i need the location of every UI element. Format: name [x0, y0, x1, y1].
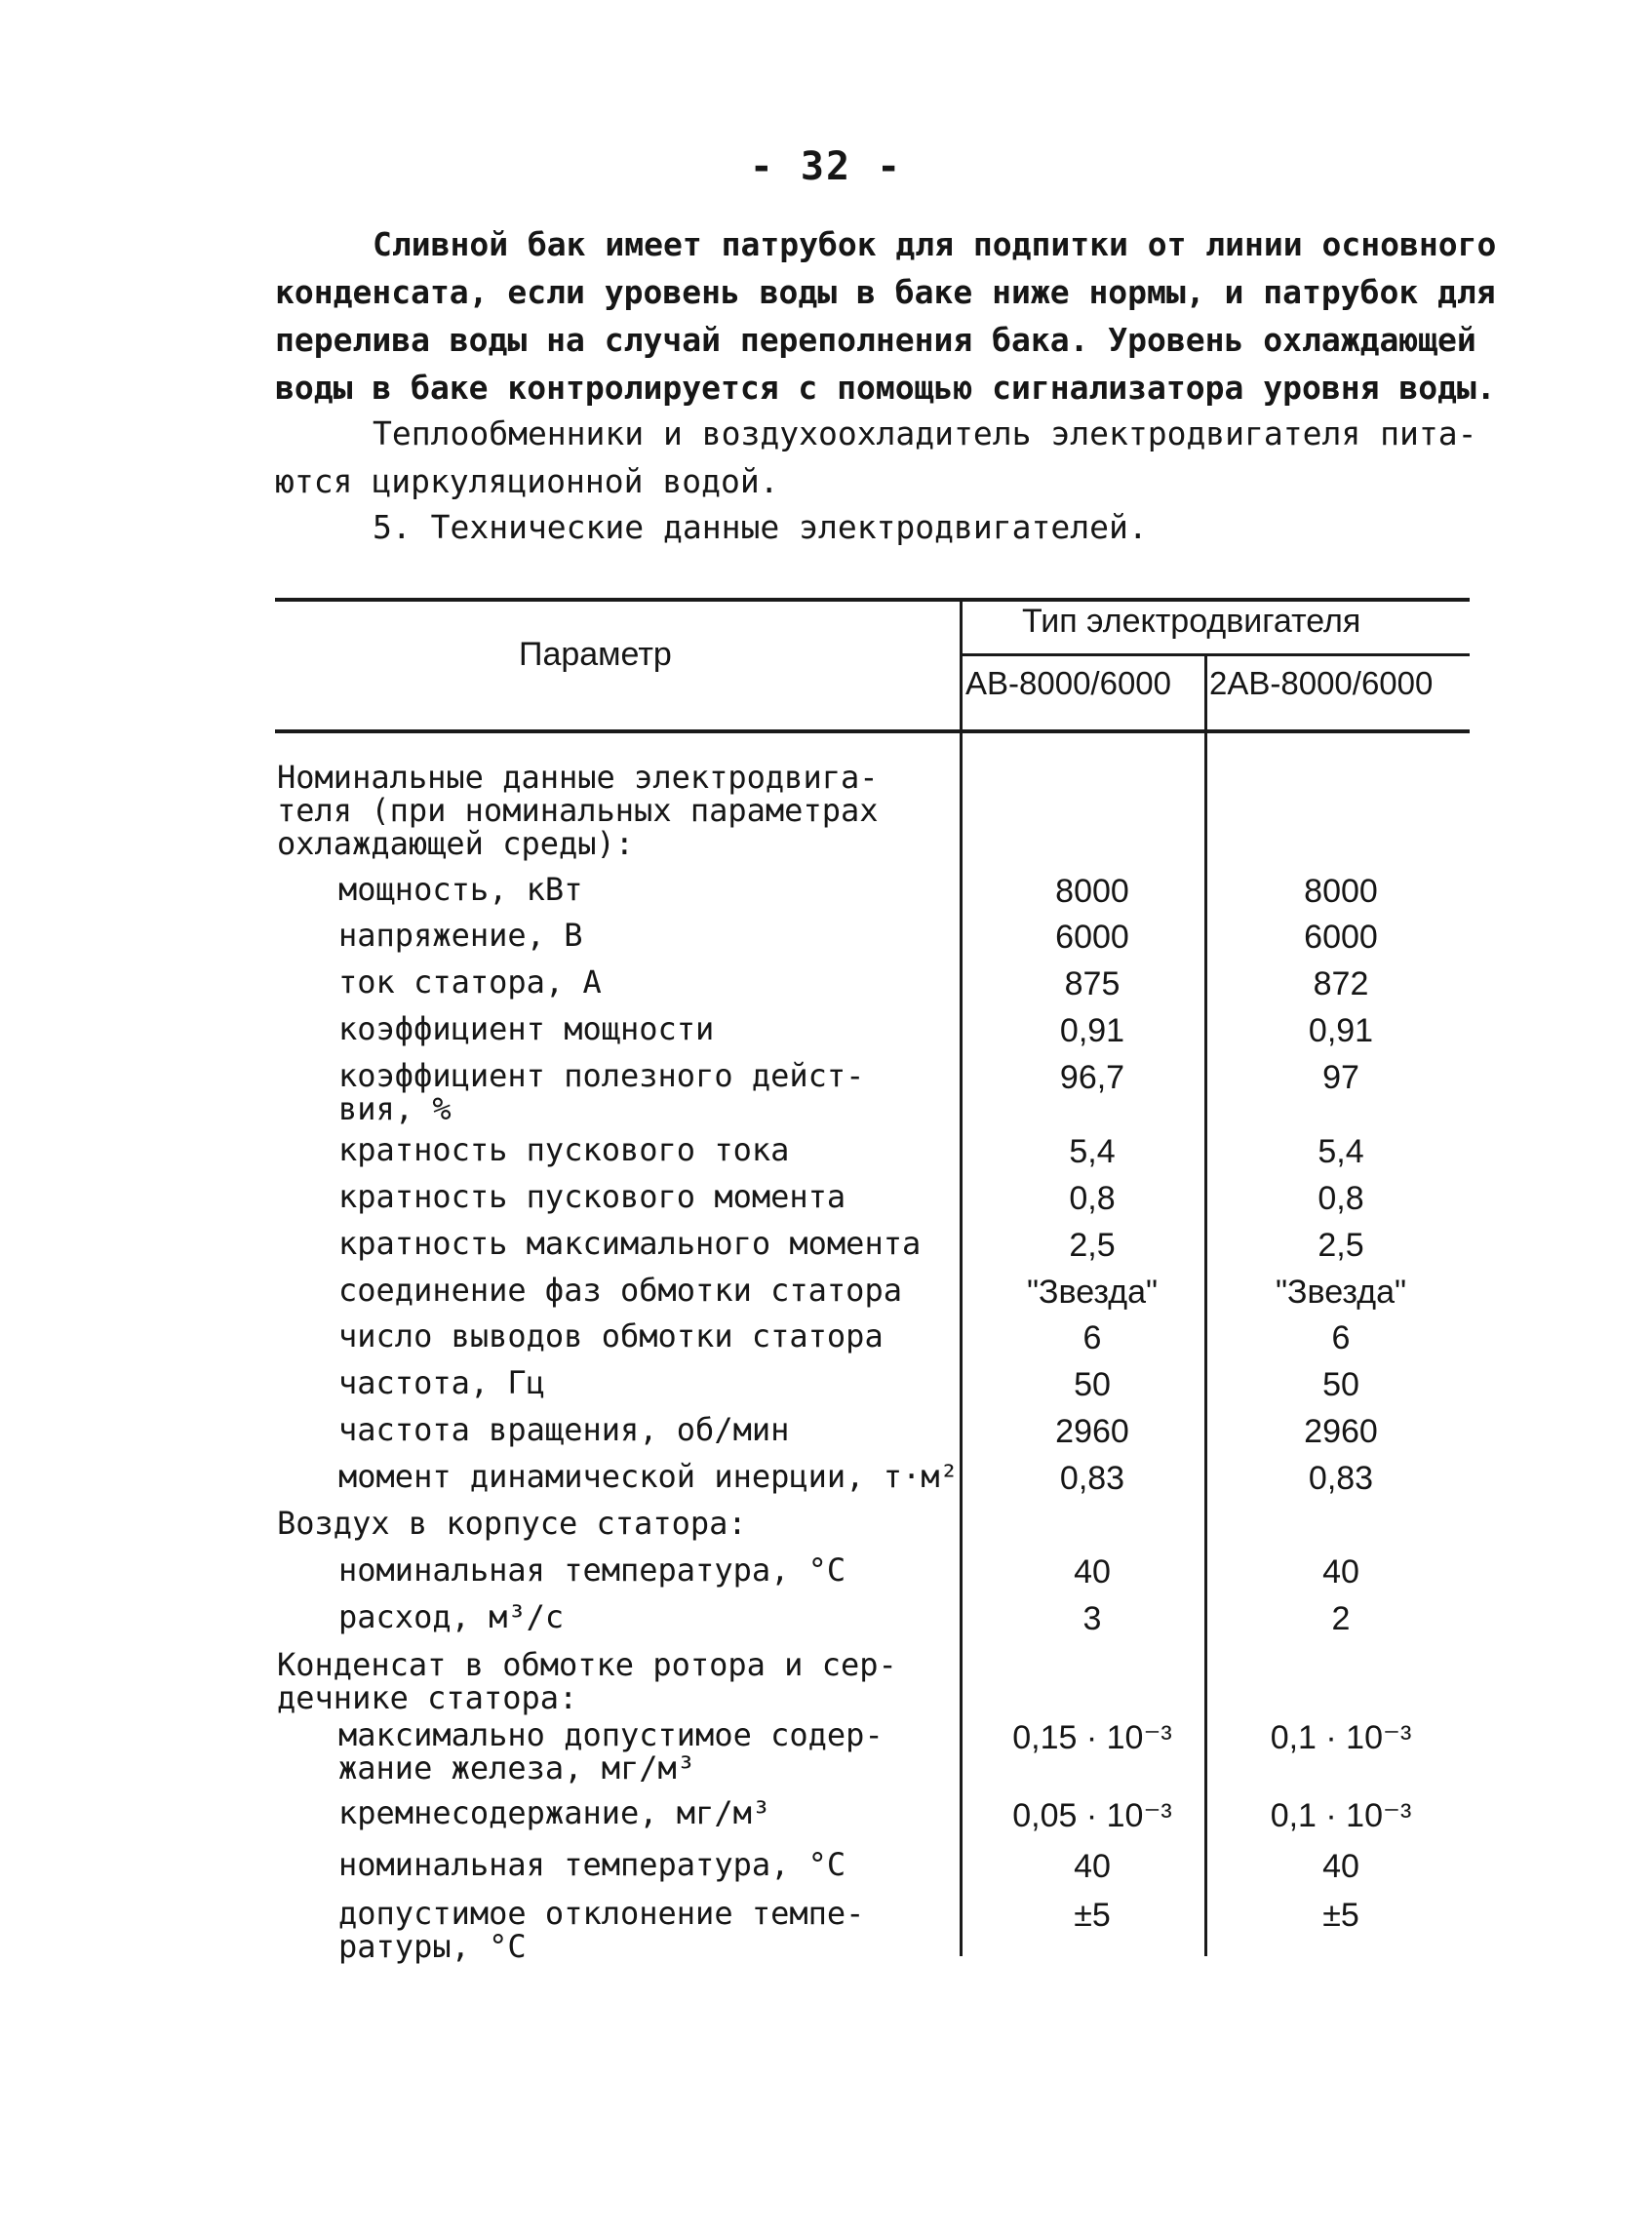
- value-col-2: 872: [1313, 965, 1369, 1002]
- table-row: [0, 1133, 1652, 1180]
- value-col-1: 0,8: [1069, 1180, 1116, 1217]
- label-line: соединение фаз обмотки статора: [338, 1272, 902, 1309]
- value-col-1: 0,15 · 10⁻³: [1012, 1719, 1172, 1756]
- parameter-label: [338, 1460, 959, 1493]
- label-line: напряжение, В: [338, 917, 583, 954]
- parameter-label: [338, 1012, 714, 1045]
- value-col-2: 2960: [1304, 1413, 1378, 1450]
- value-col-1: 40: [1074, 1553, 1111, 1590]
- label-line: кратность максимального момента: [338, 1225, 922, 1262]
- value-col-1: 96,7: [1059, 1059, 1125, 1096]
- value-col-1: "Звезда": [1026, 1274, 1159, 1311]
- table-row: [0, 1012, 1652, 1059]
- parameter-label: [338, 1796, 770, 1829]
- value-col-1: 875: [1064, 965, 1121, 1002]
- header-col-2: 2АВ-8000/6000: [1209, 665, 1434, 701]
- value-col-2: 2,5: [1318, 1227, 1364, 1264]
- table-row: [0, 1507, 1652, 1553]
- label-line: кремнесодержание, мг/м³: [338, 1794, 771, 1831]
- table-row: [0, 1553, 1652, 1600]
- table-row: [0, 873, 1652, 920]
- table-row: [0, 1600, 1652, 1647]
- label-line: кратность пускового тока: [338, 1131, 790, 1168]
- label-line: коэффициент полезного дейст-: [338, 1057, 865, 1094]
- value-col-2: 6000: [1304, 919, 1378, 956]
- text-line: Теплообменники и воздухоохладитель электродвигателя пита-: [373, 414, 1477, 452]
- text-line: воды в баке контролируется с помощью сигнализатора уровня воды.: [275, 369, 1496, 407]
- label-line: теля (при номинальных параметрах: [277, 792, 879, 829]
- parameter-label: [338, 1319, 884, 1353]
- section-label: [277, 761, 879, 860]
- table-row: [0, 1366, 1652, 1413]
- parameter-label: [338, 1180, 846, 1213]
- label-line: Конденсат в обмотке ротора и сер-: [277, 1646, 897, 1683]
- parameter-label: [338, 1718, 884, 1785]
- table-top-rule: [275, 598, 1470, 602]
- parameter-label: [338, 1133, 789, 1166]
- parameter-label: [338, 1600, 564, 1633]
- section-label: [277, 1507, 747, 1540]
- value-col-1: 8000: [1055, 873, 1129, 910]
- table-row: [0, 759, 1652, 862]
- text-line: перелива воды на случай переполнения бака. Уровень охлаждающей: [275, 321, 1476, 359]
- value-col-2: 0,1 · 10⁻³: [1270, 1719, 1412, 1756]
- value-col-2: 50: [1322, 1366, 1359, 1403]
- text-line: ются циркуляционной водой.: [275, 462, 779, 500]
- table-row: [0, 1319, 1652, 1366]
- value-col-2: 0,83: [1308, 1460, 1374, 1497]
- label-line: мощность, кВт: [338, 871, 583, 908]
- label-line: кратность пускового момента: [338, 1178, 846, 1215]
- text-line: 5. Технические данные электродвигателей.: [373, 508, 1148, 546]
- label-line: номинальная температура, °С: [338, 1551, 846, 1589]
- parameter-label: [338, 1227, 921, 1260]
- value-col-1: 0,91: [1059, 1012, 1125, 1049]
- value-col-1: 0,83: [1059, 1460, 1125, 1497]
- header-sub-rule: [961, 653, 1470, 656]
- section-heading: [373, 503, 1543, 551]
- value-col-1: 2,5: [1069, 1227, 1116, 1264]
- label-line: Воздух в корпусе статора:: [277, 1505, 747, 1542]
- parameter-label: [338, 965, 602, 999]
- label-line: дечнике статора:: [277, 1679, 578, 1716]
- value-col-2: 0,1 · 10⁻³: [1270, 1797, 1412, 1834]
- table-row: [0, 1180, 1652, 1227]
- table-row: [0, 1895, 1652, 1965]
- table-row: [0, 1848, 1652, 1895]
- value-col-2: 0,91: [1308, 1012, 1374, 1049]
- header-col-1: АВ-8000/6000: [965, 665, 1172, 701]
- label-line: максимально допустимое содер-: [338, 1716, 884, 1753]
- parameter-label: [338, 1366, 545, 1399]
- value-col-2: 5,4: [1318, 1133, 1364, 1170]
- value-col-1: 6: [1082, 1319, 1102, 1356]
- table-row: [0, 1274, 1652, 1320]
- value-col-2: "Звезда": [1275, 1274, 1407, 1311]
- label-line: жание железа, мг/м³: [338, 1749, 696, 1786]
- table-row: [0, 1057, 1652, 1127]
- header-parameter: Параметр: [519, 636, 672, 673]
- parameter-label: [338, 1897, 864, 1963]
- table-row: [0, 1716, 1652, 1786]
- label-line: ратуры, °С: [338, 1928, 527, 1965]
- label-line: частота вращения, об/мин: [338, 1411, 790, 1448]
- label-line: Номинальные данные электродвига-: [277, 759, 879, 796]
- label-line: вия, %: [338, 1090, 452, 1127]
- label-line: номинальная температура, °С: [338, 1846, 846, 1883]
- value-col-2: 40: [1322, 1848, 1359, 1885]
- value-col-2: 6: [1331, 1319, 1351, 1356]
- parameter-label: [338, 1059, 864, 1125]
- table-row: [0, 1227, 1652, 1274]
- value-col-2: 2: [1331, 1600, 1351, 1637]
- table-row: [0, 919, 1652, 965]
- paragraph-heat-exchangers: [275, 410, 1477, 505]
- value-col-1: 2960: [1055, 1413, 1129, 1450]
- value-col-2: 0,8: [1318, 1180, 1364, 1217]
- table-row: [0, 965, 1652, 1012]
- value-col-1: 50: [1074, 1366, 1111, 1403]
- value-col-1: 5,4: [1069, 1133, 1116, 1170]
- section-label: [277, 1648, 897, 1714]
- value-col-1: 3: [1082, 1600, 1102, 1637]
- value-col-2: 8000: [1304, 873, 1378, 910]
- table-row: [0, 1796, 1652, 1843]
- header-motor-type: Тип электродвигателя: [1022, 603, 1361, 640]
- label-line: коэффициент мощности: [338, 1010, 715, 1047]
- value-col-2: ±5: [1322, 1897, 1359, 1934]
- label-line: расход, м³/с: [338, 1598, 565, 1635]
- parameter-label: [338, 1274, 902, 1307]
- value-col-1: ±5: [1074, 1897, 1111, 1934]
- parameter-label: [338, 1413, 789, 1446]
- parameter-label: [338, 1848, 846, 1881]
- label-line: число выводов обмотки статора: [338, 1317, 884, 1355]
- parameter-label: [338, 919, 582, 952]
- table-row: [0, 1460, 1652, 1507]
- header-bottom-rule: [275, 729, 1470, 733]
- text-line: Сливной бак имеет патрубок для подпитки от линии основного: [373, 225, 1497, 263]
- value-col-1: 40: [1074, 1848, 1111, 1885]
- parameter-label: [338, 1553, 846, 1587]
- label-line: допустимое отклонение темпе-: [338, 1895, 865, 1932]
- label-line: охлаждающей среды):: [277, 825, 635, 862]
- label-line: момент динамической инерции, т·м²: [338, 1458, 959, 1495]
- value-col-1: 0,05 · 10⁻³: [1012, 1797, 1172, 1834]
- table-row: [0, 1413, 1652, 1460]
- value-col-2: 97: [1322, 1059, 1359, 1096]
- text-line: конденсата, если уровень воды в баке ниже нормы, и патрубок для: [275, 273, 1496, 311]
- paragraph-drain-tank: [275, 220, 1497, 412]
- label-line: частота, Гц: [338, 1364, 545, 1401]
- parameter-label: [338, 873, 582, 906]
- table-row: [0, 1646, 1652, 1716]
- page-number: - 32 -: [749, 144, 903, 189]
- value-col-2: 40: [1322, 1553, 1359, 1590]
- value-col-1: 6000: [1055, 919, 1129, 956]
- label-line: ток статора, А: [338, 963, 602, 1001]
